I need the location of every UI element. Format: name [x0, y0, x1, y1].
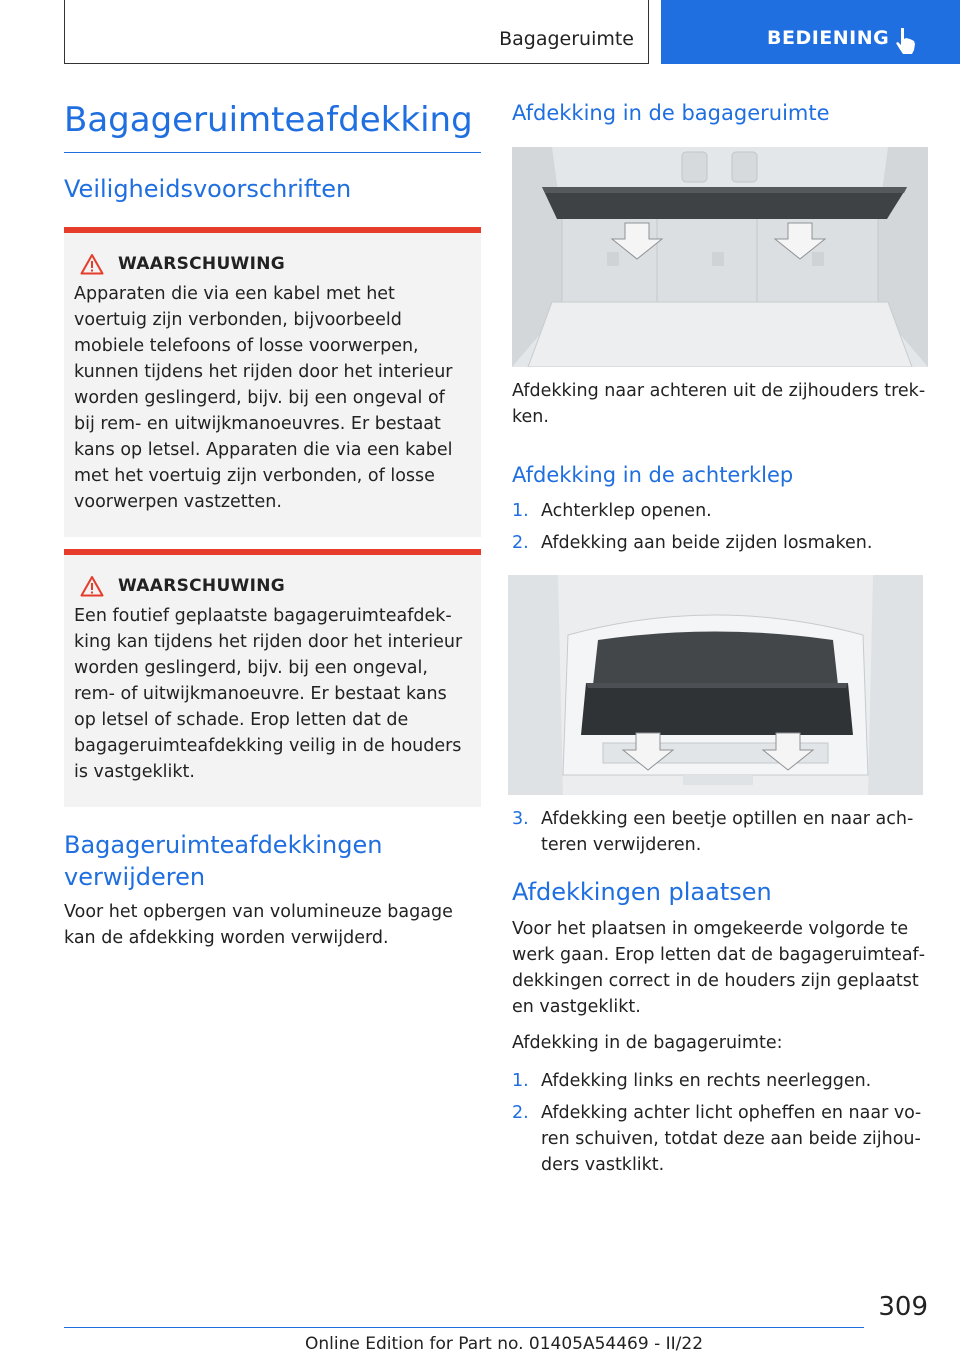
- tailgate-cover-illustration: [508, 575, 923, 795]
- cargo-cover-illustration: [512, 147, 928, 367]
- warning-title-1: [80, 253, 471, 275]
- tailgate-step-3: [512, 806, 928, 858]
- remove-heading: Bagageruimteafdekkingen verwijderen: [64, 831, 383, 891]
- footer-edition: Online Edition for Part no. 01405A54469 - II/22: [305, 1334, 704, 1354]
- pointing-hand-icon: [895, 26, 919, 56]
- install-steps: [512, 1068, 928, 1178]
- chapter-tab-label: BEDIENING: [767, 27, 890, 49]
- list-item: 1. Achterklep openen.: [512, 501, 712, 521]
- list-item: 2. Afdekking aan beide zijden losmaken.: [512, 533, 873, 553]
- cargo-cover-text: Afdekking naar achteren uit de zijhouders trekken.: [512, 381, 926, 427]
- list-item: 3. Afdekking een beetje optillen en naar achteren verwijderen.: [512, 809, 914, 855]
- warning-triangle-icon: [80, 253, 104, 275]
- install-heading: Afdekkingen plaatsen: [512, 878, 772, 906]
- right-column-mid: [512, 378, 928, 562]
- chapter-tab[interactable]: [661, 0, 960, 64]
- warning-text-1: Apparaten die via een kabel met het voertuig zijn verbonden, bijvoorbeeld mobiele telefoons of losse voorwerpen, kunnen tijdens het rijden door het interieur worden geslingerd, bijv. bij een ongeval of bij rem- en uitwijkmanoeuvres. Er bestaat kans op letsel. Apparaten die via een kabel met het voertuig zijn verbonden, of losse voorwerpen vastzetten.: [74, 284, 453, 512]
- list-item: 1. Afdekking links en rechts neerleggen.: [512, 1071, 872, 1091]
- warning-title-2: [80, 575, 471, 597]
- right-column: [512, 98, 928, 128]
- header-section-title: Bagageruimte: [499, 28, 634, 50]
- warning-label-2: WAARSCHUWING: [118, 576, 286, 596]
- remove-text: Voor het opbergen van volumineuze bagage kan de afdekking worden verwijderd.: [64, 902, 453, 948]
- install-text: Voor het plaatsen in omgekeerde volgorde te werk gaan. Erop letten dat de bagageruimteafdekkingen correct in de houders zijn geplaatst en vastgeklikt.: [512, 919, 926, 1017]
- warning-triangle-icon: [80, 575, 104, 597]
- warning-text-2: Een foutief geplaatste bagageruimteafdekking kan tijdens het rijden door het interieur worden geslingerd, bijv. bij een ongeval, rem- of uitwijkmanoeuvre. Er bestaat kans op letsel of schade. Erop letten dat de bagageruimteafdekking veilig in de houders is vastgeklikt.: [74, 606, 463, 782]
- tailgate-steps: [512, 498, 928, 556]
- header-section-box: [64, 0, 649, 64]
- cargo-cover-heading: Afdekking in de bagageruimte: [512, 101, 830, 125]
- footer-divider: [64, 1327, 864, 1328]
- right-column-lower: [512, 806, 928, 1184]
- safety-heading: Veiligheidsvoorschriften: [64, 175, 352, 203]
- page-number: 309: [878, 1292, 928, 1322]
- tailgate-heading: Afdekking in de achterklep: [512, 463, 794, 487]
- list-item: 2. Afdekking achter licht opheffen en naar voren schuiven, totdat deze aan beide zijhouders vastklikt.: [512, 1103, 922, 1175]
- warning-label-1: WAARSCHUWING: [118, 254, 286, 274]
- page-title: Bagageruimteafdekking: [64, 98, 481, 153]
- left-column: [64, 98, 481, 951]
- warning-box-1: [64, 227, 481, 537]
- install-subheading: Afdekking in de bagageruimte:: [512, 1033, 783, 1053]
- warning-box-2: [64, 549, 481, 807]
